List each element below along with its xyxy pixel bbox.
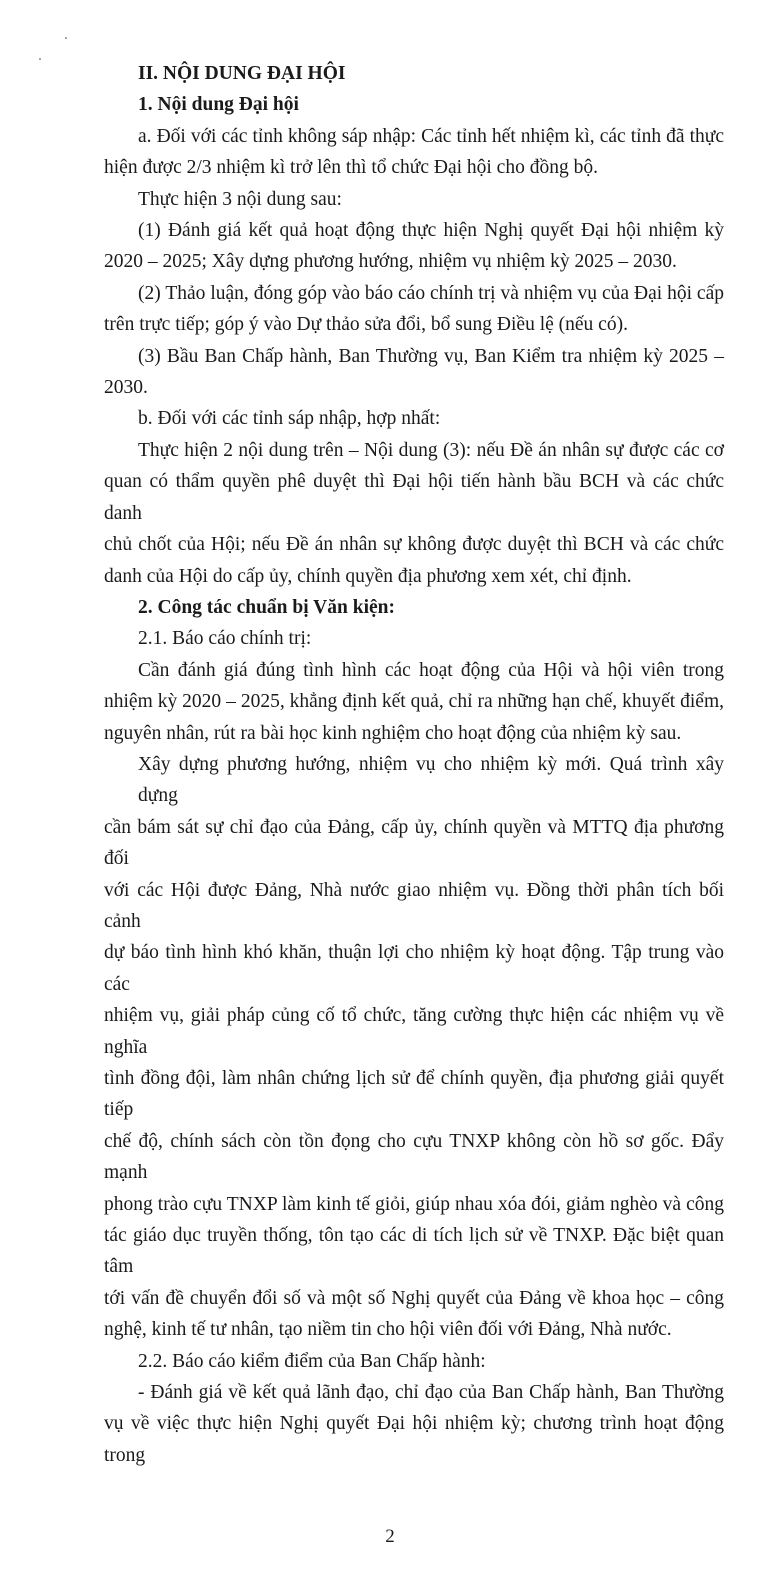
text-line: (1) Đánh giá kết quả hoạt động thực hiện Nghị quyết Đại hội nhiệm kỳ [138, 220, 724, 242]
text-line: với các Hội được Đảng, Nhà nước giao nhiệm vụ. Đồng thời phân tích bối cảnh [104, 879, 724, 932]
page-number: 2 [385, 1526, 395, 1548]
text-line: chế độ, chính sách còn tồn đọng cho cựu TNXP không còn hồ sơ gốc. Đẩy mạnh [104, 1130, 724, 1184]
text-line: a. Đối với các tỉnh không sáp nhập: Các tỉnh hết nhiệm kì, các tỉnh đã thực [138, 125, 724, 147]
text-line: dự báo tình hình khó khăn, thuận lợi cho nhiệm kỳ hoạt động. Tập trung vào các [104, 942, 724, 995]
text-line: Xây dựng phương hướng, nhiệm vụ cho nhiệm kỳ mới. Quá trình xây dựng [138, 753, 724, 807]
text-line: trên trực tiếp; góp ý vào Dự thảo sửa đổi, bổ sung Điều lệ (nếu có). [104, 314, 628, 336]
text-line: 2.2. Báo cáo kiểm điểm của Ban Chấp hành: [138, 1350, 486, 1372]
text-line: nguyên nhân, rút ra bài học kinh nghiệm cho hoạt động của nhiệm kỳ sau. [104, 722, 682, 744]
text-line: quan có thẩm quyền phê duyệt thì Đại hội tiến hành bầu BCH và các chức danh [104, 471, 724, 524]
text-line: (3) Bầu Ban Chấp hành, Ban Thường vụ, Ban Kiểm tra nhiệm kỳ 2025 – [138, 345, 724, 367]
section-title: II. NỘI DUNG ĐẠI HỘI [138, 63, 346, 84]
text-line: hiện được 2/3 nhiệm kì trở lên thì tổ chức Đại hội cho đồng bộ. [104, 157, 598, 179]
text-line: Cần đánh giá đúng tình hình các hoạt động của Hội và hội viên trong [138, 659, 724, 681]
text-line: 2.1. Báo cáo chính trị: [138, 628, 312, 650]
text-line: tình đồng đội, làm nhân chứng lịch sử để chính quyền, địa phương giải quyết tiếp [104, 1068, 724, 1121]
text-line: nghệ, kinh tế tư nhân, tạo niềm tin cho hội viên đối với Đảng, Nhà nước. [104, 1319, 672, 1341]
text-line: vụ về việc thực hiện Nghị quyết Đại hội nhiệm kỳ; chương trình hoạt động trong [104, 1413, 724, 1466]
text-line: Thực hiện 3 nội dung sau: [138, 188, 342, 210]
text-line: b. Đối với các tỉnh sáp nhập, hợp nhất: [138, 408, 441, 430]
scan-speck [39, 58, 41, 60]
text-line: nhiệm vụ, giải pháp củng cố tổ chức, tăng cường thực hiện các nhiệm vụ về nghĩa [104, 1005, 724, 1058]
subsection-heading: 2. Công tác chuẩn bị Văn kiện: [138, 596, 395, 618]
text-line: tới vấn đề chuyển đổi số và một số Nghị quyết của Đảng về khoa học – công [104, 1287, 724, 1309]
text-line: chủ chốt của Hội; nếu Đề án nhân sự không được duyệt thì BCH và các chức [104, 534, 724, 556]
paragraph-lines [104, 121, 724, 1471]
text-line: tác giáo dục truyền thống, tôn tạo các di tích lịch sử về TNXP. Đặc biệt quan tâm [104, 1225, 724, 1278]
text-line: nhiệm kỳ 2020 – 2025, khẳng định kết quả, chỉ ra những hạn chế, khuyết điểm, [104, 691, 724, 713]
text-line: danh của Hội do cấp ủy, chính quyền địa phương xem xét, chỉ định. [104, 565, 632, 587]
text-line: cần bám sát sự chỉ đạo của Đảng, cấp ủy, chính quyền và MTTQ địa phương đối [104, 816, 724, 870]
text-line: 2020 – 2025; Xây dựng phương hướng, nhiệm vụ nhiệm kỳ 2025 – 2030. [104, 251, 677, 273]
document-body [104, 0, 724, 1471]
subsection-title: 1. Nội dung Đại hội [138, 94, 299, 116]
text-line: - Đánh giá về kết quả lãnh đạo, chỉ đạo của Ban Chấp hành, Ban Thường [138, 1382, 724, 1404]
scan-speck [65, 37, 67, 39]
text-line: (2) Thảo luận, đóng góp vào báo cáo chính trị và nhiệm vụ của Đại hội cấp [138, 282, 724, 304]
text-line: 2030. [104, 377, 148, 399]
text-line: phong trào cựu TNXP làm kinh tế giỏi, giúp nhau xóa đói, giảm nghèo và công [104, 1193, 724, 1215]
text-line: Thực hiện 2 nội dung trên – Nội dung (3): nếu Đề án nhân sự được các cơ [138, 439, 724, 461]
